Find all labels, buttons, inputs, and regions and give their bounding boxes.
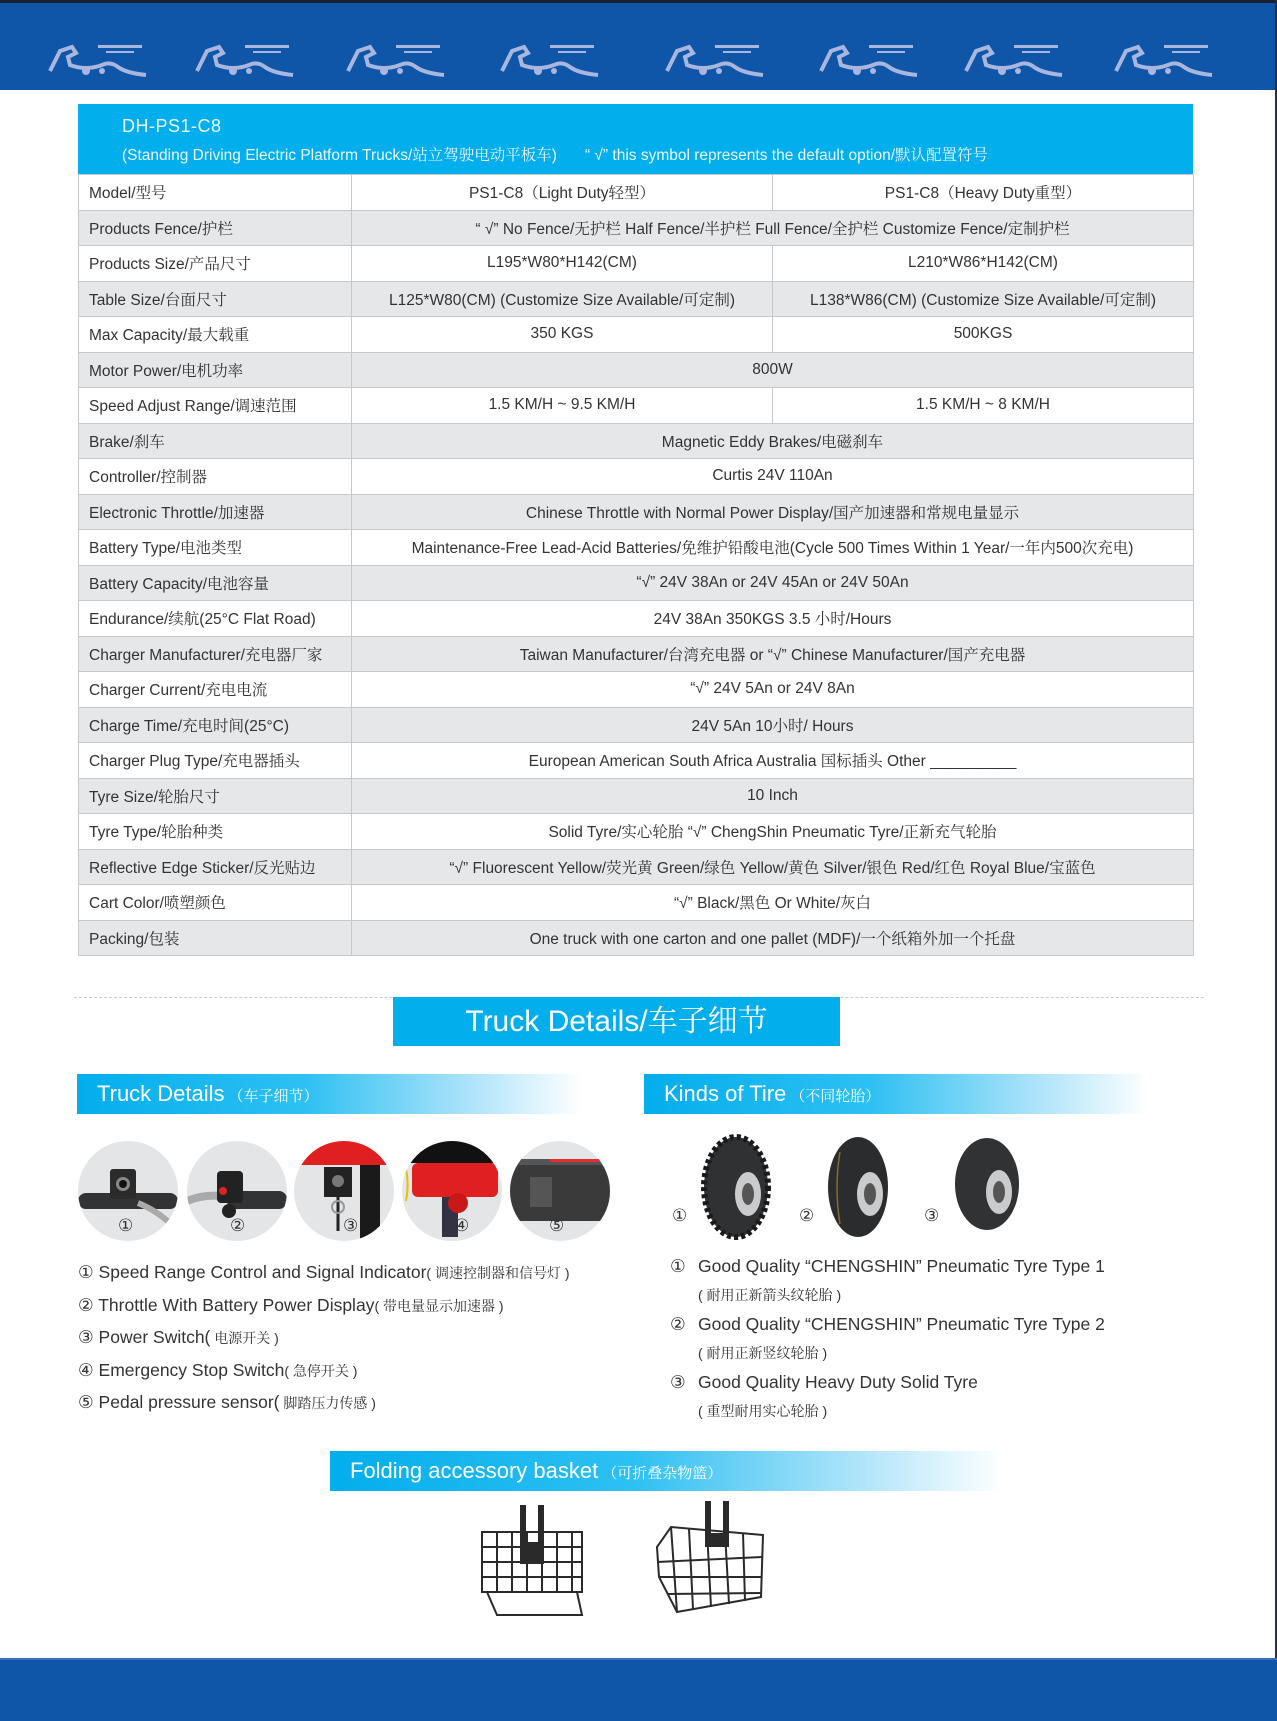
spec-row xyxy=(79,601,1194,637)
spec-label: Tyre Type/轮胎种类 xyxy=(79,814,352,850)
spec-label: Electronic Throttle/加速器 xyxy=(79,494,352,530)
spec-label: Charger Plug Type/充电器插头 xyxy=(79,743,352,779)
spec-value: Curtis 24V 110An xyxy=(352,459,1194,495)
spec-label: Model/型号 xyxy=(79,175,352,211)
spec-row xyxy=(79,636,1194,672)
spec-label: Charger Manufacturer/充电器厂家 xyxy=(79,636,352,672)
horse-logo-icon xyxy=(344,41,454,81)
detail-marker: ④ xyxy=(454,1216,470,1235)
spec-label: Packing/包装 xyxy=(79,920,352,956)
spec-label: Endurance/续航(25°C Flat Road) xyxy=(79,601,352,637)
tire-item-zh: ( 耐用正新箭头纹轮胎 ) xyxy=(698,1287,842,1303)
spec-value: 24V 5An 10小时/ Hours xyxy=(352,707,1194,743)
spec-value-heavy-duty: 500KGS xyxy=(773,317,1194,353)
spec-row xyxy=(79,281,1194,317)
spec-label: Motor Power/电机功率 xyxy=(79,352,352,388)
spec-value: Taiwan Manufacturer/台湾充电器 or “√” Chinese Manufacturer/国产充电器 xyxy=(352,636,1194,672)
spec-label: Cart Color/喷塑颜色 xyxy=(79,885,352,921)
spec-value: “ √” No Fence/无护栏 Half Fence/半护栏 Full Fence/全护栏 Customize Fence/定制护栏 xyxy=(352,210,1194,246)
spec-label: Tyre Size/轮胎尺寸 xyxy=(79,778,352,814)
spec-label: Controller/控制器 xyxy=(79,459,352,495)
spec-label: Brake/刹车 xyxy=(79,423,352,459)
section-title-zh: （不同轮胎） xyxy=(790,1088,881,1105)
spec-value: “√” Black/黑色 Or White/灰白 xyxy=(352,885,1194,921)
horse-logo-icon xyxy=(193,41,303,81)
tire-marker: ① xyxy=(672,1206,688,1225)
spec-value: One truck with one carton and one pallet (MDF)/一个纸箱外加一个托盘 xyxy=(352,920,1194,956)
spec-header xyxy=(78,104,1193,174)
default-option-note: “ √” this symbol represents the default option/默认配置符号 xyxy=(584,147,988,164)
spec-value-light-duty: L125*W80(CM) (Customize Size Available/可定制) xyxy=(352,281,773,317)
spec-label: Table Size/台面尺寸 xyxy=(79,281,352,317)
spec-value: Chinese Throttle with Normal Power Display/国产加速器和常规电量显示 xyxy=(352,494,1194,530)
spec-row xyxy=(79,565,1194,601)
spec-label: Max Capacity/最大载重 xyxy=(79,317,352,353)
spec-value-light-duty: L195*W80*H142(CM) xyxy=(352,246,773,282)
spec-row xyxy=(79,530,1194,566)
spec-row xyxy=(79,494,1194,530)
spec-label: Charger Current/充电电流 xyxy=(79,672,352,708)
spec-row xyxy=(79,707,1194,743)
open-basket-image xyxy=(649,1497,769,1632)
spec-value-light-duty: 350 KGS xyxy=(352,317,773,353)
spec-row xyxy=(79,210,1194,246)
horse-logo-icon xyxy=(663,41,773,81)
spec-row xyxy=(79,743,1194,779)
spec-value-heavy-duty: L138*W86(CM) (Customize Size Available/可定制) xyxy=(773,281,1194,317)
spec-value: Solid Tyre/实心轮胎 “√” ChengShin Pneumatic Tyre/正新充气轮胎 xyxy=(352,814,1194,850)
footer-band xyxy=(0,1658,1277,1721)
detail-item: ⑤ Pedal pressure sensor( 脚踏压力传感 ) xyxy=(78,1392,376,1412)
tire-list xyxy=(670,1256,1105,1430)
tire-item: ③ Good Quality Heavy Duty Solid Tyre xyxy=(670,1372,978,1392)
spec-row xyxy=(79,672,1194,708)
truck-details-header xyxy=(77,1074,582,1114)
tire-item-zh: ( 重型耐用实心轮胎 ) xyxy=(698,1403,828,1419)
spec-row xyxy=(79,459,1194,495)
detail-item: ④ Emergency Stop Switch( 急停开关 ) xyxy=(78,1359,358,1380)
spec-value: “√” 24V 5An or 24V 8An xyxy=(352,672,1194,708)
horse-logo-icon xyxy=(46,41,156,81)
spec-label: Products Fence/护栏 xyxy=(79,210,352,246)
spec-label: Speed Adjust Range/调速范围 xyxy=(79,388,352,424)
tire-item: ① Good Quality “CHENGSHIN” Pneumatic Tyre Type 1 xyxy=(670,1256,1105,1276)
tire-marker: ② xyxy=(799,1206,815,1225)
section-title: Kinds of Tire xyxy=(664,1081,787,1106)
tire-item: ② Good Quality “CHENGSHIN” Pneumatic Tyre Type 2 xyxy=(670,1314,1105,1334)
spec-label: Battery Type/电池类型 xyxy=(79,530,352,566)
folding-basket-header xyxy=(330,1451,1005,1491)
spec-label: Battery Capacity/电池容量 xyxy=(79,565,352,601)
spec-row xyxy=(79,246,1194,282)
spec-value-heavy-duty: L210*W86*H142(CM) xyxy=(773,246,1194,282)
spec-value: 800W xyxy=(352,352,1194,388)
spec-row xyxy=(79,317,1194,353)
horse-logo-icon xyxy=(498,41,608,81)
spec-row xyxy=(79,175,1194,211)
tire-item-zh: ( 耐用正新竖纹轮胎 ) xyxy=(698,1345,828,1361)
horse-logo-icon xyxy=(1112,41,1222,81)
spec-table xyxy=(78,174,1194,956)
kinds-of-tire-header xyxy=(644,1074,1149,1114)
folded-basket-image xyxy=(472,1497,592,1632)
spec-row xyxy=(79,388,1194,424)
tire-marker: ③ xyxy=(924,1206,940,1225)
truck-details-list xyxy=(78,1262,570,1425)
ribbed-tire-image xyxy=(818,1132,898,1242)
model-code: DH-PS1-C8 xyxy=(122,116,222,136)
detail-item: ① Speed Range Control and Signal Indicator( 调速控制器和信号灯 ) xyxy=(78,1262,570,1282)
detail-marker: ② xyxy=(230,1216,246,1235)
spec-row xyxy=(79,423,1194,459)
spec-value: “√” 24V 38An or 24V 45An or 24V 50An xyxy=(352,565,1194,601)
spec-value: “√” Fluorescent Yellow/荧光黄 Green/绿色 Yellow/黄色 Silver/银色 Red/红色 Royal Blue/宝蓝色 xyxy=(352,849,1194,885)
horse-logo-icon xyxy=(817,41,927,81)
spec-row xyxy=(79,885,1194,921)
spec-value: 10 Inch xyxy=(352,778,1194,814)
spec-row xyxy=(79,849,1194,885)
detail-marker: ③ xyxy=(343,1216,359,1235)
spec-value: European American South Africa Australia 国标插头 Other __________ xyxy=(352,743,1194,779)
detail-item: ③ Power Switch( 电源开关 ) xyxy=(78,1327,279,1347)
spec-row xyxy=(79,778,1194,814)
horse-logo-icon xyxy=(962,41,1072,81)
header-band xyxy=(0,0,1277,90)
spec-value: Maintenance-Free Lead-Acid Batteries/免维护铅酸电池(Cycle 500 Times Within 1 Year/一年内500次充电) xyxy=(352,530,1194,566)
solid-tire-image xyxy=(947,1132,1027,1242)
spec-value: Magnetic Eddy Brakes/电磁刹车 xyxy=(352,423,1194,459)
spec-label: Products Size/产品尺寸 xyxy=(79,246,352,282)
section-title: Folding accessory basket xyxy=(350,1458,599,1483)
knobby-tire-image xyxy=(696,1132,776,1242)
spec-label: Reflective Edge Sticker/反光贴边 xyxy=(79,849,352,885)
emergency-stop-photo xyxy=(402,1141,502,1241)
detail-item: ② Throttle With Battery Power Display( 带电量显示加速器 ) xyxy=(78,1294,504,1315)
detail-marker: ⑤ xyxy=(549,1216,565,1235)
truck-details-banner: Truck Details/车子细节 xyxy=(393,997,840,1046)
spec-subtitle: (Standing Driving Electric Platform Trucks/站立驾驶电动平板车) xyxy=(122,147,557,164)
spec-value-heavy-duty: PS1-C8（Heavy Duty重型） xyxy=(773,175,1194,211)
section-title-zh: （车子细节） xyxy=(228,1088,319,1105)
spec-label: Charge Time/充电时间(25°C) xyxy=(79,707,352,743)
detail-marker: ① xyxy=(118,1216,134,1235)
spec-value-light-duty: PS1-C8（Light Duty轻型） xyxy=(352,175,773,211)
spec-row xyxy=(79,352,1194,388)
spec-row xyxy=(79,814,1194,850)
spec-value-heavy-duty: 1.5 KM/H ~ 8 KM/H xyxy=(773,388,1194,424)
spec-row xyxy=(79,920,1194,956)
spec-value: 24V 38An 350KGS 3.5 小时/Hours xyxy=(352,601,1194,637)
section-title: Truck Details xyxy=(97,1081,225,1106)
spec-sheet xyxy=(78,104,1193,956)
spec-value-light-duty: 1.5 KM/H ~ 9.5 KM/H xyxy=(352,388,773,424)
section-title-zh: （可折叠杂物篮） xyxy=(602,1465,723,1482)
